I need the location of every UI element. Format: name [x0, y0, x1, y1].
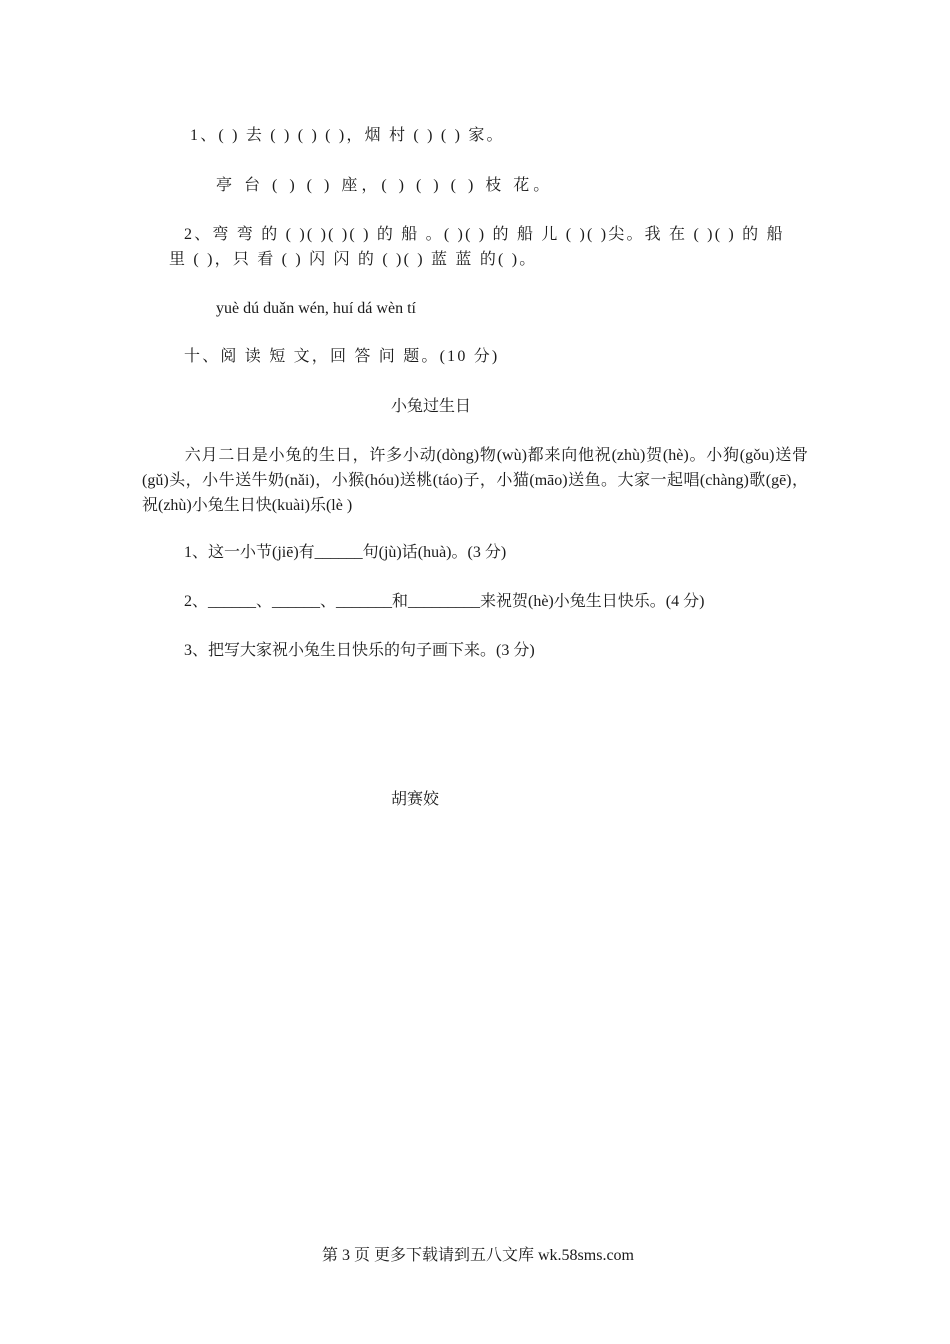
poem-fill-line-2: 亭 台 ( ) ( ) 座，( ) ( ) ( ) 枝 花。 [216, 177, 554, 194]
question-2: 2、______、______、_______和_________来祝贺(hè)小兔生日快乐。(4 分) [184, 593, 705, 610]
author-signature: 胡赛姣 [391, 791, 440, 808]
story-title: 小兔过生日 [391, 398, 472, 415]
boat-fill-line-1: 2、弯 弯 的 ( )( )( )( ) 的 船 。( )( ) 的 船 儿 ( )( )尖。我 在 ( )( ) 的 船 [184, 226, 785, 243]
story-paragraph [142, 443, 808, 518]
pinyin-heading: yuè dú duǎn wén, huí dá wèn tí [216, 300, 416, 317]
poem-fill-line-1: 1、( ) 去 ( ) ( ) ( )，烟 村 ( ) ( ) 家。 [190, 127, 505, 144]
boat-fill-line-2: 里 ( )，只 看 ( ) 闪 闪 的 ( )( ) 蓝 蓝 的( )。 [169, 251, 538, 268]
question-3: 3、把写大家祝小兔生日快乐的句子画下来。(3 分) [184, 642, 535, 659]
story-text: 六月二日是小兔的生日，许多小动(dòng)物(wù)都来向他祝(zhù)贺(hè)。小狗(gǒu)送骨(gǔ)头，小牛送牛奶(nǎi)，小猴(hóu)送桃(táo)子，小猫(māo)送鱼。大家一起唱(chàng)歌(gē)，祝(zhù)小兔生日快(kuài)乐(lè ) [142, 447, 808, 514]
question-1: 1、这一小节(jiē)有______句(jù)话(huà)。(3 分) [184, 544, 507, 561]
section-heading: 十、阅 读 短 文，回 答 问 题。(10 分) [184, 348, 500, 365]
page-footer: 第 3 页 更多下载请到五八文库 wk.58sms.com [322, 1247, 635, 1264]
